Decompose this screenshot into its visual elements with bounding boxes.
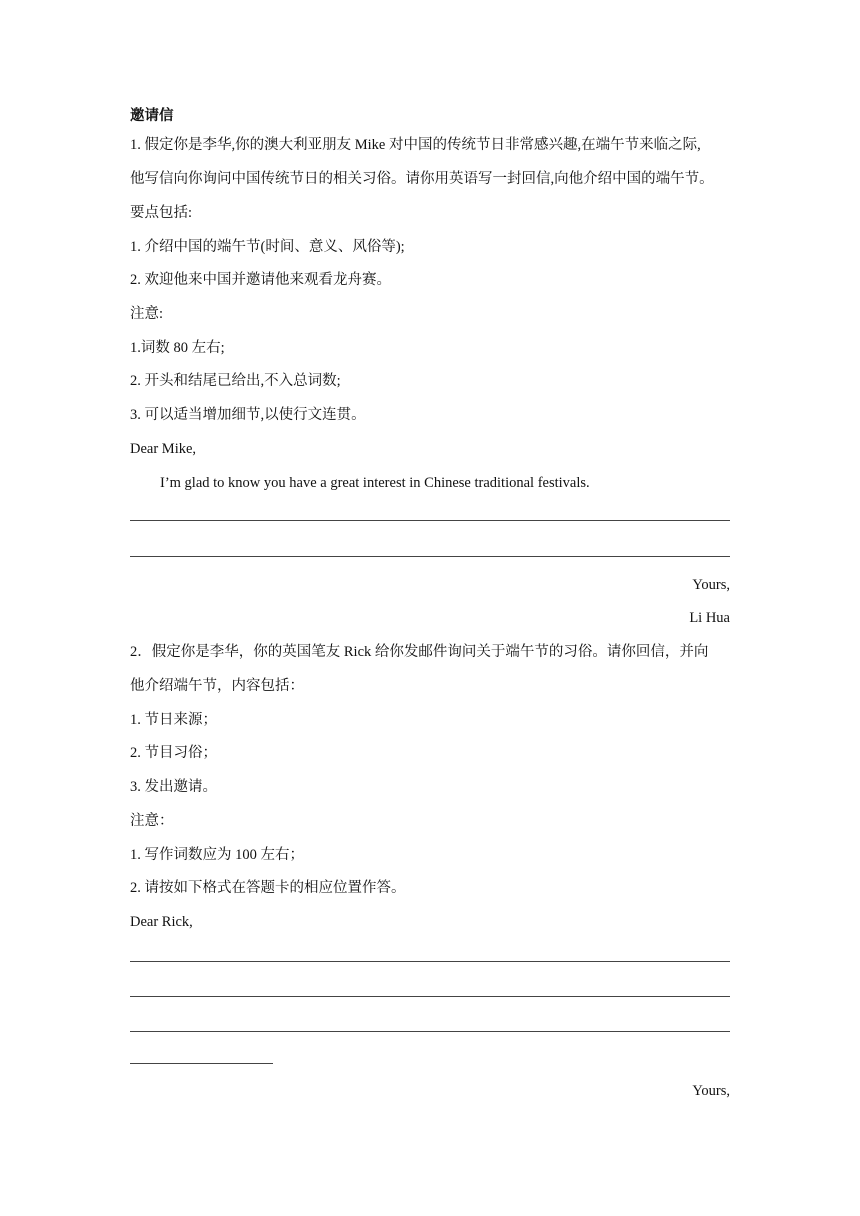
q1-signature: Li Hua <box>689 610 730 626</box>
q2-closing: Yours, <box>692 1083 730 1099</box>
q1-closing: Yours, <box>692 577 730 593</box>
q1-answer-line <box>130 520 730 521</box>
q2-point-2: 2. 节目习俗； <box>130 745 217 761</box>
q1-answer-line <box>130 556 730 557</box>
q2-point-3: 3. 发出邀请。 <box>130 779 217 795</box>
q2-note-1: 1. 写作词数应为 100 左右； <box>130 847 304 863</box>
q1-notes-heading: 注意: <box>130 306 164 322</box>
q1-note-3: 3. 可以适当增加细节,以使行文连贯。 <box>130 407 366 423</box>
q2-answer-line-short <box>130 1063 273 1064</box>
q2-notes-heading: 注意： <box>130 813 174 829</box>
q2-prompt-line-1: 2．假定你是李华，你的英国笔友 Rick 给你发邮件询问关于端午节的习俗。请你回信，并向 <box>130 644 709 660</box>
document-title: 邀请信 <box>130 108 174 124</box>
q1-point-1: 1. 介绍中国的端午节(时间、意义、风俗等); <box>130 239 405 255</box>
q1-note-2: 2. 开头和结尾已给出,不入总词数; <box>130 373 341 389</box>
q2-answer-line <box>130 1031 730 1032</box>
q1-note-1: 1.词数 80 左右; <box>130 340 225 356</box>
q2-salutation: Dear Rick, <box>130 914 193 930</box>
q2-prompt-line-2: 他介绍端午节，内容包括： <box>130 678 304 694</box>
q1-prompt-line-2: 他写信向你询问中国传统节日的相关习俗。请你用英语写一封回信,向他介绍中国的端午节。 <box>130 171 714 187</box>
q2-point-1: 1. 节日来源； <box>130 712 217 728</box>
q2-answer-line <box>130 961 730 962</box>
q1-opening-sentence: I’m glad to know you have a great interest in Chinese traditional festivals. <box>160 475 590 491</box>
q2-note-2: 2. 请按如下格式在答题卡的相应位置作答。 <box>130 880 406 896</box>
q1-point-2: 2. 欢迎他来中国并邀请他来观看龙舟赛。 <box>130 272 391 288</box>
q1-salutation: Dear Mike, <box>130 441 197 457</box>
q1-points-heading: 要点包括: <box>130 205 193 221</box>
q2-answer-line <box>130 996 730 997</box>
q1-prompt-line-1: 1. 假定你是李华,你的澳大利亚朋友 Mike 对中国的传统节日非常感兴趣,在端午节来临之际, <box>130 137 701 153</box>
